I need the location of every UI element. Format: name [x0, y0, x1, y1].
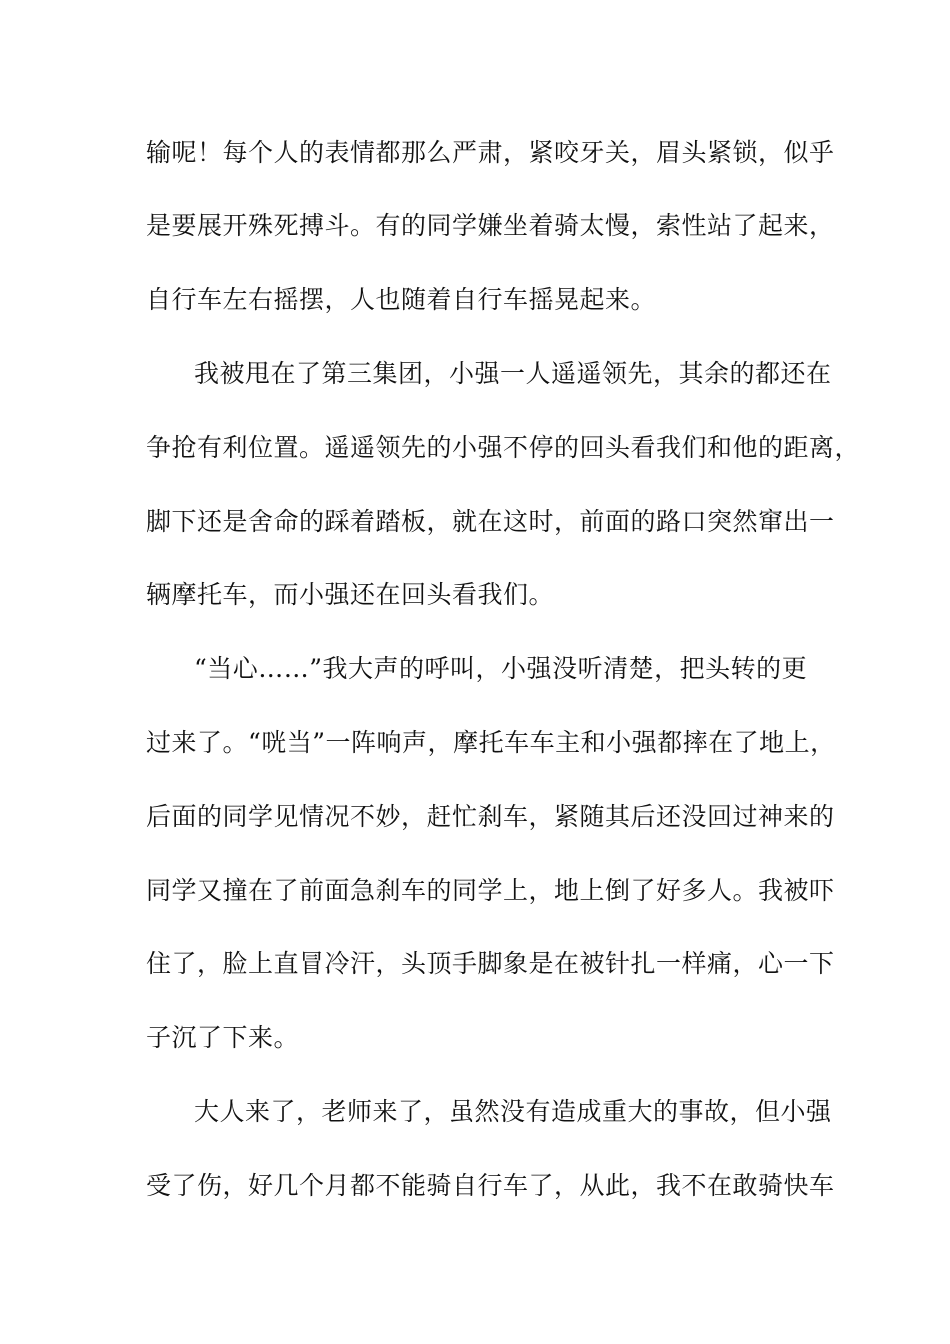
text-line: 辆摩托车，而小强还在回头看我们。	[146, 580, 555, 609]
text-line: 同学又撞在了前面急刹车的同学上，地上倒了好多人。我被吓	[146, 876, 835, 905]
text-line: 脚下还是舍命的踩着踏板，就在这时，前面的路口突然窜出一	[146, 507, 835, 536]
text-line: “当心……”我大声的呼叫，小强没听清楚，把头转的更	[194, 654, 808, 683]
text-line: 是要展开殊死搏斗。有的同学嫌坐着骑太慢，索性站了起来，	[146, 211, 835, 240]
text-line: 输呢！每个人的表情都那么严肃，紧咬牙关，眉头紧锁，似乎	[146, 138, 835, 167]
text-line: 自行车左右摇摆，人也随着自行车摇晃起来。	[146, 285, 657, 314]
text-line: 大人来了，老师来了，虽然没有造成重大的事故，但小强	[194, 1097, 832, 1126]
text-line: 后面的同学见情况不妙，赶忙刹车，紧随其后还没回过神来的	[146, 802, 835, 831]
text-line: 争抢有利位置。遥遥领先的小强不停的回头看我们和他的距离，	[146, 433, 861, 462]
text-line: 受了伤，好几个月都不能骑自行车了，从此，我不在敢骑快车	[146, 1171, 835, 1200]
text-line: 子沉了下来。	[146, 1023, 300, 1052]
text-line: 过来了。“咣当”一阵响声，摩托车车主和小强都摔在了地上，	[146, 728, 836, 757]
text-line: 我被甩在了第三集团，小强一人遥遥领先，其余的都还在	[194, 359, 832, 388]
text-line: 住了，脸上直冒冷汗，头顶手脚象是在被针扎一样痛，心一下	[146, 949, 835, 978]
